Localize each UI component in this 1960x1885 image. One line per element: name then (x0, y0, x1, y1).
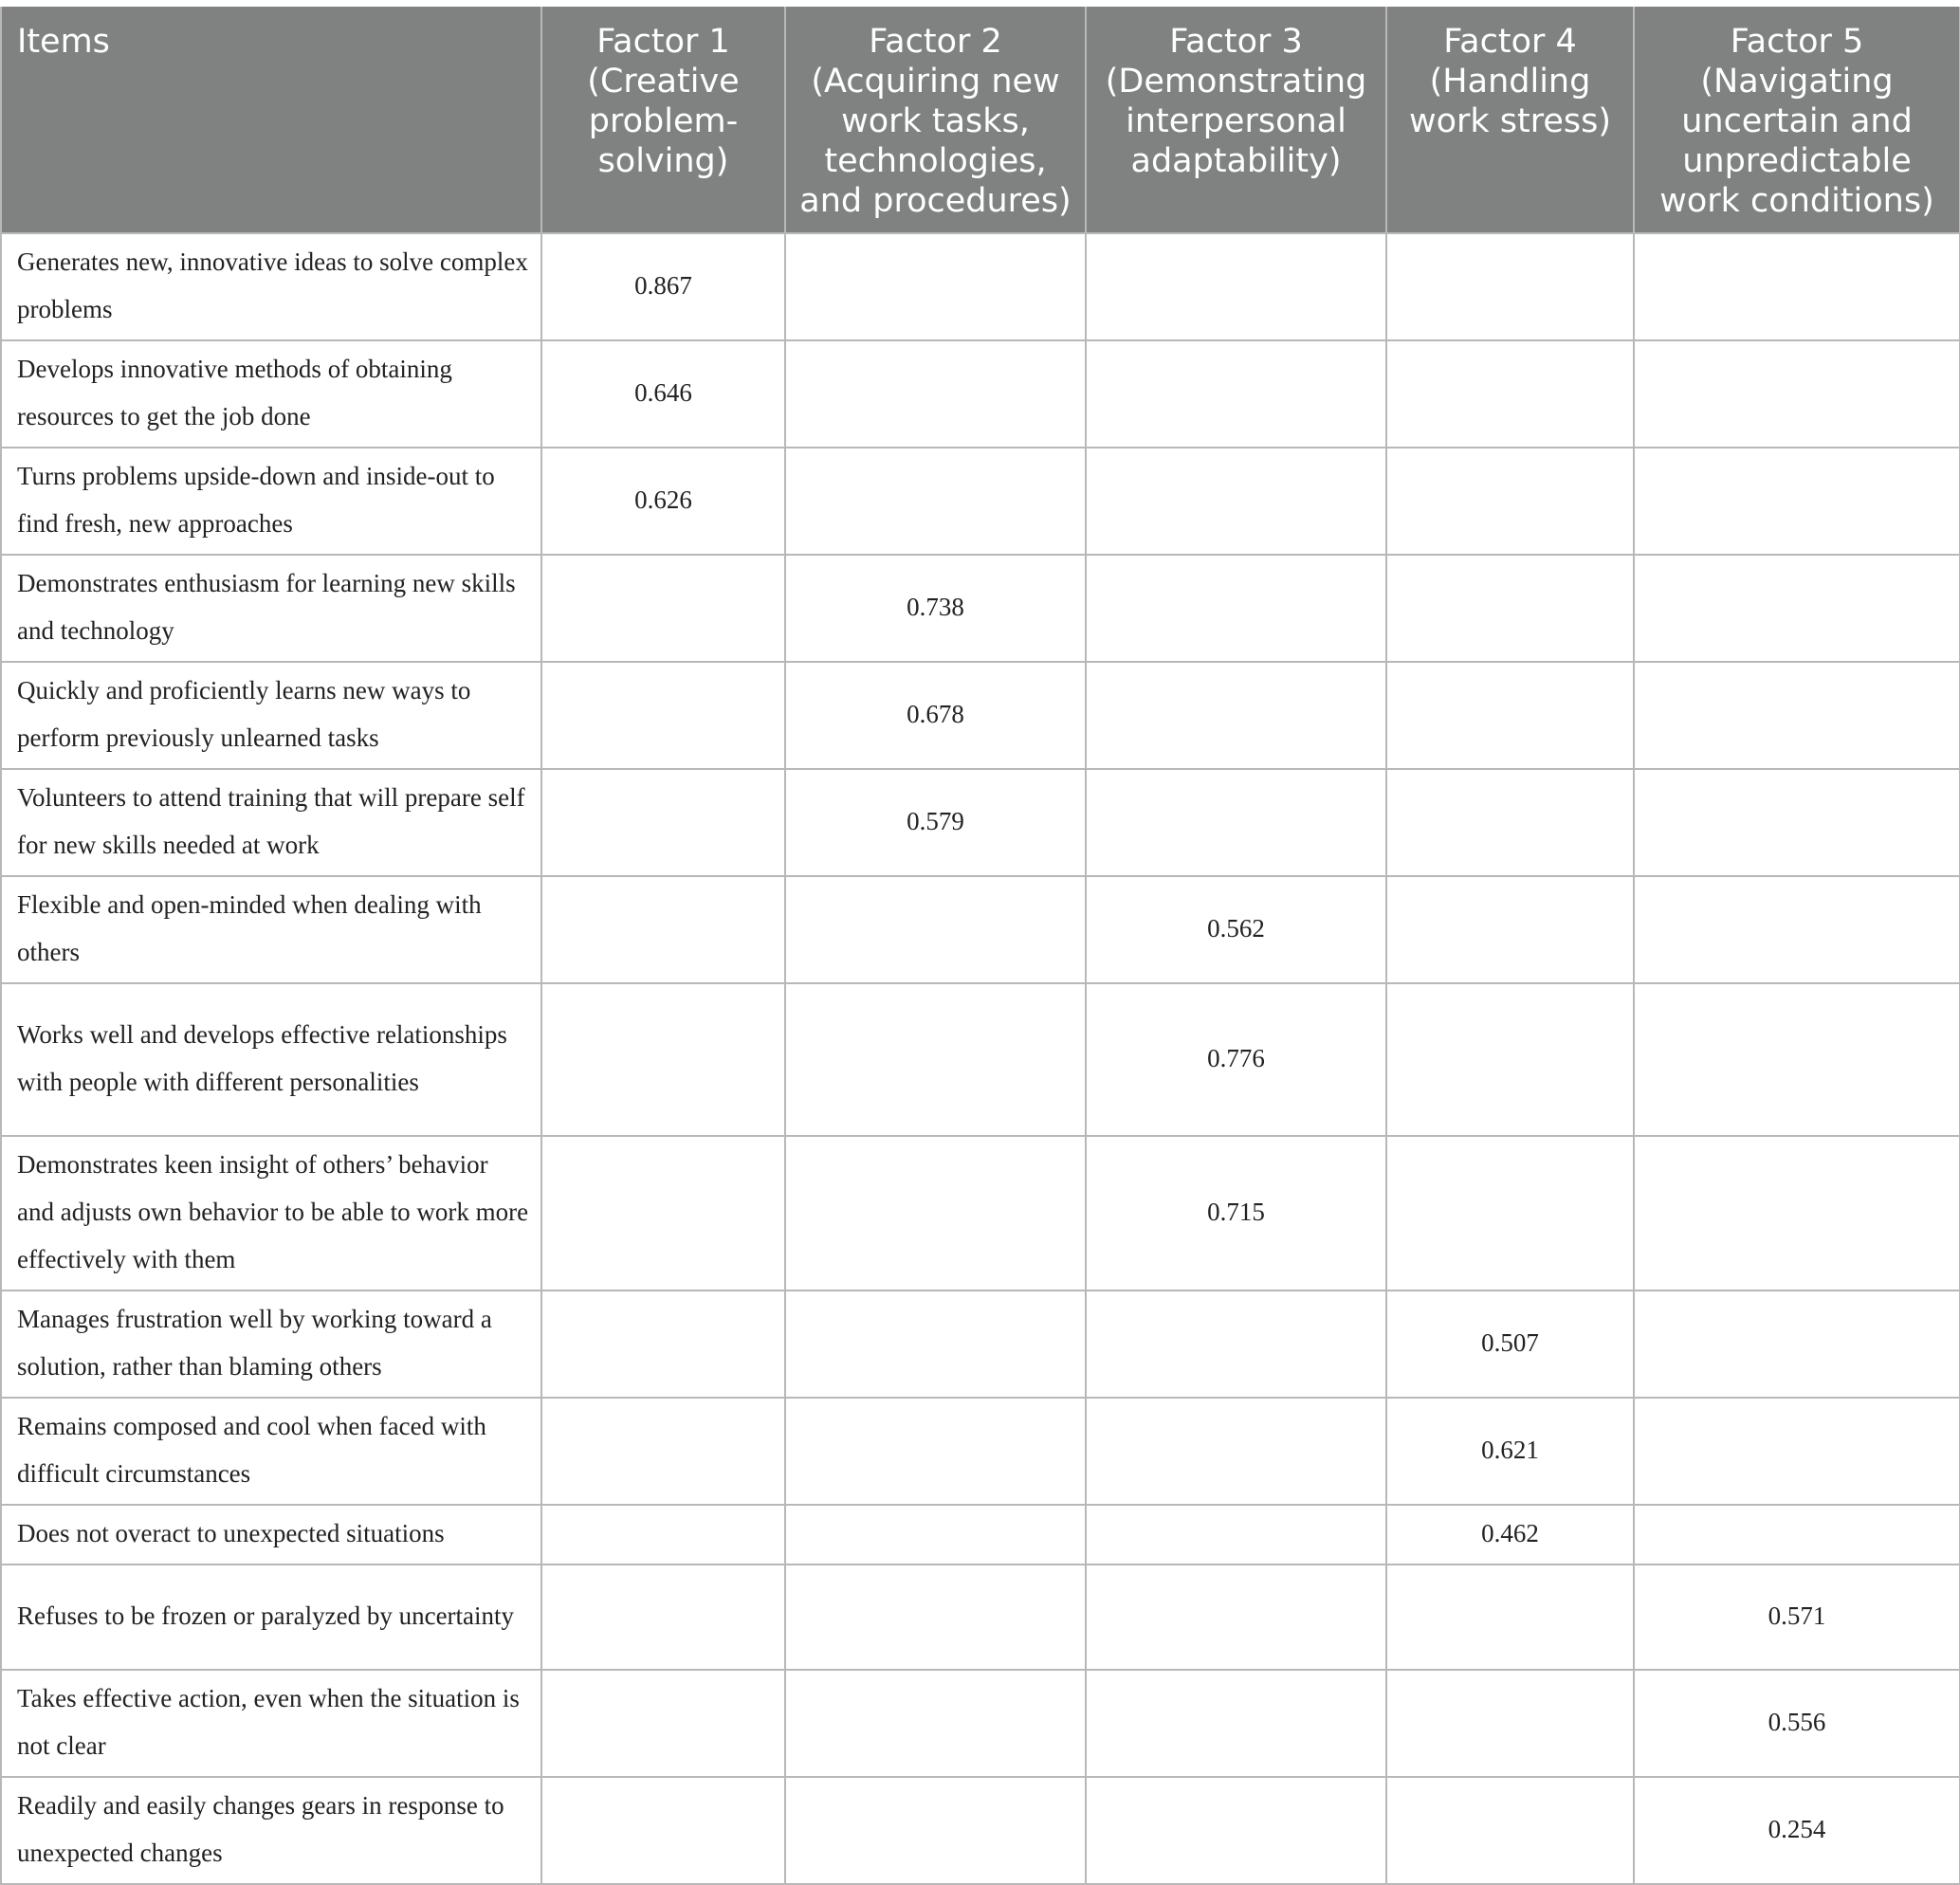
factor-1-cell (541, 1398, 785, 1505)
factor-2-cell (785, 1398, 1086, 1505)
factor-3-cell (1086, 1670, 1386, 1777)
factor-1-cell (541, 555, 785, 662)
factor-4-cell (1386, 983, 1634, 1136)
header-row (1, 7, 1960, 233)
item-cell: Readily and easily changes gears in response to unexpected changes (1, 1777, 541, 1884)
factor-4-cell (1386, 1565, 1634, 1670)
factor-3-cell (1086, 1290, 1386, 1398)
factor-4-cell: 0.462 (1386, 1505, 1634, 1565)
table-row (1, 1136, 1960, 1290)
factor-4-cell (1386, 340, 1634, 448)
factor-4-cell (1386, 1670, 1634, 1777)
factor-loadings-table-container (0, 7, 1959, 1885)
item-cell: Demonstrates keen insight of others’ behavior and adjusts own behavior to be able to work more effectively with them (1, 1136, 541, 1290)
factor-1-cell: 0.646 (541, 340, 785, 448)
table-header (1, 7, 1960, 233)
item-cell: Manages frustration well by working toward a solution, rather than blaming others (1, 1290, 541, 1398)
factor-5-cell (1634, 1290, 1960, 1398)
factor-4-cell (1386, 662, 1634, 769)
factor-2-cell (785, 1136, 1086, 1290)
item-cell: Demonstrates enthusiasm for learning new skills and technology (1, 555, 541, 662)
factor-1-cell (541, 1290, 785, 1398)
factor-3-cell (1086, 662, 1386, 769)
factor-2-cell: 0.579 (785, 769, 1086, 876)
header-factor-3: Factor 3 (Demonstrating interpersonal adaptability) (1086, 7, 1386, 233)
table-row (1, 1505, 1960, 1565)
factor-1-cell (541, 876, 785, 983)
table-row (1, 876, 1960, 983)
item-cell: Takes effective action, even when the situation is not clear (1, 1670, 541, 1777)
factor-2-cell (785, 448, 1086, 555)
factor-2-cell (785, 233, 1086, 340)
factor-3-cell (1086, 233, 1386, 340)
factor-3-cell (1086, 769, 1386, 876)
factor-4-cell (1386, 769, 1634, 876)
header-factor-1: Factor 1 (Creative problem-solving) (541, 7, 785, 233)
table-row (1, 1777, 1960, 1884)
factor-5-cell (1634, 1398, 1960, 1505)
factor-2-cell (785, 1777, 1086, 1884)
item-cell: Remains composed and cool when faced with difficult circumstances (1, 1398, 541, 1505)
header-factor-4: Factor 4 (Handling work stress) (1386, 7, 1634, 233)
factor-2-cell: 0.738 (785, 555, 1086, 662)
factor-5-cell: 0.254 (1634, 1777, 1960, 1884)
factor-2-cell (785, 1565, 1086, 1670)
table-row (1, 1290, 1960, 1398)
factor-1-cell (541, 983, 785, 1136)
factor-3-cell: 0.562 (1086, 876, 1386, 983)
factor-1-cell (541, 1565, 785, 1670)
factor-4-cell (1386, 555, 1634, 662)
factor-1-cell (541, 1670, 785, 1777)
item-cell: Generates new, innovative ideas to solve complex problems (1, 233, 541, 340)
factor-2-cell (785, 1505, 1086, 1565)
factor-loadings-table (0, 7, 1960, 1885)
item-cell: Flexible and open-minded when dealing with others (1, 876, 541, 983)
factor-2-cell (785, 876, 1086, 983)
factor-4-cell (1386, 448, 1634, 555)
factor-2-cell (785, 1670, 1086, 1777)
table-row (1, 555, 1960, 662)
factor-5-cell: 0.571 (1634, 1565, 1960, 1670)
factor-1-cell (541, 1505, 785, 1565)
table-row (1, 662, 1960, 769)
factor-3-cell (1086, 1777, 1386, 1884)
factor-1-cell (541, 1777, 785, 1884)
table-row (1, 983, 1960, 1136)
factor-1-cell: 0.867 (541, 233, 785, 340)
factor-5-cell (1634, 1136, 1960, 1290)
item-cell: Refuses to be frozen or paralyzed by uncertainty (1, 1565, 541, 1670)
header-factor-5: Factor 5 (Navigating uncertain and unpredictable work conditions) (1634, 7, 1960, 233)
header-items: Items (1, 7, 541, 233)
table-row (1, 769, 1960, 876)
table-row (1, 1398, 1960, 1505)
factor-5-cell (1634, 233, 1960, 340)
factor-1-cell (541, 1136, 785, 1290)
factor-5-cell (1634, 555, 1960, 662)
factor-5-cell (1634, 662, 1960, 769)
table-row (1, 1670, 1960, 1777)
factor-1-cell (541, 769, 785, 876)
item-cell: Quickly and proficiently learns new ways to perform previously unlearned tasks (1, 662, 541, 769)
factor-3-cell: 0.776 (1086, 983, 1386, 1136)
factor-5-cell (1634, 340, 1960, 448)
factor-3-cell (1086, 1505, 1386, 1565)
factor-4-cell: 0.507 (1386, 1290, 1634, 1398)
item-cell: Works well and develops effective relationships with people with different personalities (1, 983, 541, 1136)
factor-1-cell: 0.626 (541, 448, 785, 555)
factor-1-cell (541, 662, 785, 769)
factor-4-cell (1386, 876, 1634, 983)
factor-3-cell (1086, 1398, 1386, 1505)
factor-5-cell (1634, 448, 1960, 555)
factor-2-cell: 0.678 (785, 662, 1086, 769)
factor-3-cell (1086, 555, 1386, 662)
factor-5-cell (1634, 983, 1960, 1136)
table-row (1, 233, 1960, 340)
factor-3-cell (1086, 1565, 1386, 1670)
header-factor-2: Factor 2 (Acquiring new work tasks, technologies, and procedures) (785, 7, 1086, 233)
table-row (1, 1565, 1960, 1670)
factor-4-cell (1386, 233, 1634, 340)
factor-3-cell (1086, 340, 1386, 448)
factor-2-cell (785, 1290, 1086, 1398)
table-row (1, 448, 1960, 555)
factor-5-cell (1634, 769, 1960, 876)
factor-3-cell: 0.715 (1086, 1136, 1386, 1290)
factor-3-cell (1086, 448, 1386, 555)
factor-4-cell (1386, 1136, 1634, 1290)
factor-4-cell: 0.621 (1386, 1398, 1634, 1505)
factor-5-cell: 0.556 (1634, 1670, 1960, 1777)
factor-5-cell (1634, 876, 1960, 983)
item-cell: Volunteers to attend training that will prepare self for new skills needed at work (1, 769, 541, 876)
factor-2-cell (785, 340, 1086, 448)
table-body (1, 233, 1960, 1884)
factor-5-cell (1634, 1505, 1960, 1565)
item-cell: Develops innovative methods of obtaining resources to get the job done (1, 340, 541, 448)
table-row (1, 340, 1960, 448)
item-cell: Turns problems upside-down and inside-out to find fresh, new approaches (1, 448, 541, 555)
factor-4-cell (1386, 1777, 1634, 1884)
factor-2-cell (785, 983, 1086, 1136)
item-cell: Does not overact to unexpected situations (1, 1505, 541, 1565)
